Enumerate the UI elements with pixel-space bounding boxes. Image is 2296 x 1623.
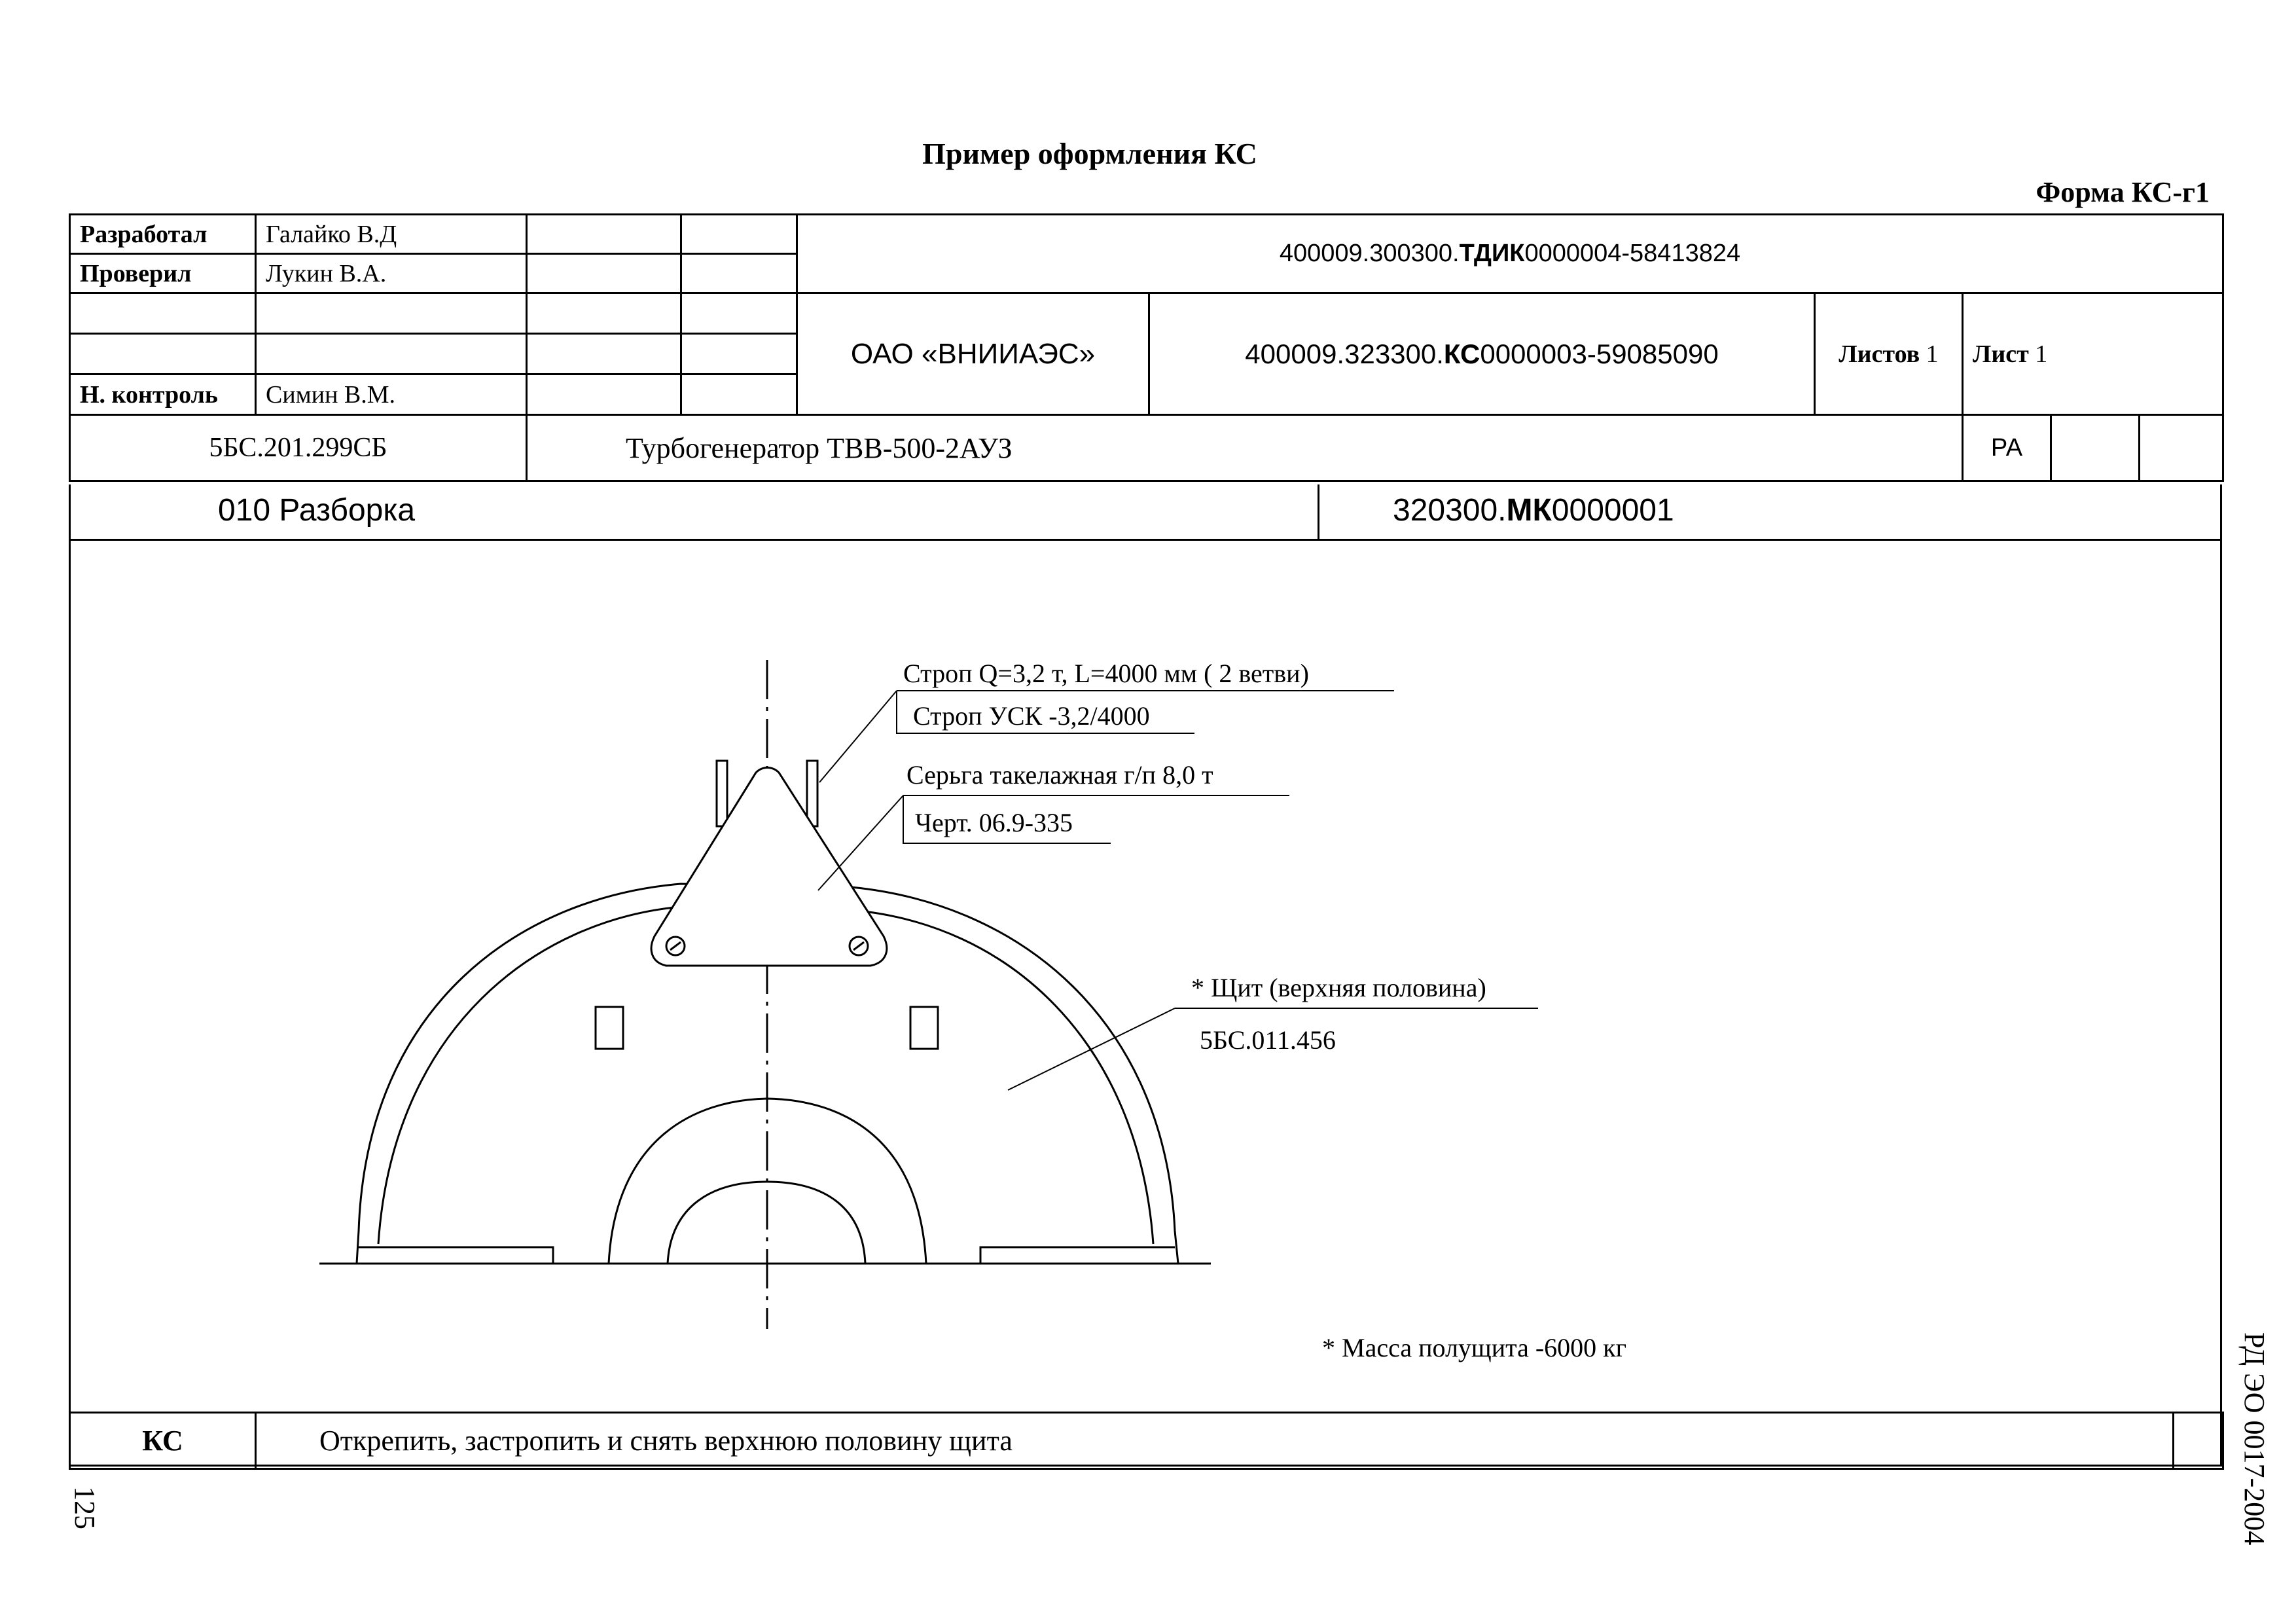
ks-code: 400009.323300.КС0000003-59085090 xyxy=(1149,293,1815,415)
shackle-label: Серьга такелажная г/п 8,0 т xyxy=(906,760,1213,790)
page-title: Пример оформления КС xyxy=(922,137,1257,170)
footer-instruction: Открепить, застропить и снять верхнюю половину щита xyxy=(256,1413,2174,1469)
checked-label: Проверил xyxy=(70,254,256,293)
leader-line xyxy=(818,795,903,890)
route-card-code: 320300.МК0000001 xyxy=(1393,493,1674,528)
shackle-drawing-label: Черт. 06.9-335 xyxy=(915,808,1073,837)
footer-label: КС xyxy=(70,1413,256,1469)
control-label: Н. контроль xyxy=(70,374,256,415)
developed-name: Галайко В.Д xyxy=(256,215,527,254)
window xyxy=(596,1007,623,1049)
ra-label: РА xyxy=(1964,416,2052,480)
control-name: Симин В.М. xyxy=(256,374,527,415)
tdik-code: 400009.300300.ТДИК0000004-58413824 xyxy=(797,215,2223,293)
shackle-plate xyxy=(651,768,887,966)
sheets-count: Листов 1 xyxy=(1815,293,1963,415)
shield-code-label: 5БС.011.456 xyxy=(1200,1025,1336,1055)
window xyxy=(910,1007,938,1049)
product-name: Турбогенератор ТВВ-500-2АУЗ xyxy=(527,415,1963,481)
document-code: РД ЭО 0017-2004 xyxy=(2238,1332,2270,1546)
mass-note: * Масса полущита -6000 кг xyxy=(1322,1333,1626,1362)
sling-rod xyxy=(807,761,817,826)
leader-line xyxy=(1008,1008,1175,1090)
leader-line xyxy=(819,691,897,782)
developed-label: Разработал xyxy=(70,215,256,254)
operation-name: 010 Разборка xyxy=(218,493,416,528)
sheet-number: Лист 1 xyxy=(1963,293,2223,415)
shield-label: * Щит (верхняя половина) xyxy=(1191,973,1486,1002)
sling-label: Строп Q=3,2 т, L=4000 мм ( 2 ветви) xyxy=(903,659,1309,688)
footer-table xyxy=(69,1412,2224,1470)
sling-rod xyxy=(717,761,727,826)
organization: ОАО «ВНИИАЭС» xyxy=(797,293,1149,415)
empty-cell xyxy=(2174,1413,2223,1469)
checked-name: Лукин В.А. xyxy=(256,254,527,293)
page-number: 125 xyxy=(69,1486,101,1529)
form-label: Форма КС-г1 xyxy=(2036,176,2210,208)
sling-type-label: Строп УСК -3,2/4000 xyxy=(913,701,1150,731)
assembly-code: 5БС.201.299СБ xyxy=(70,415,527,481)
